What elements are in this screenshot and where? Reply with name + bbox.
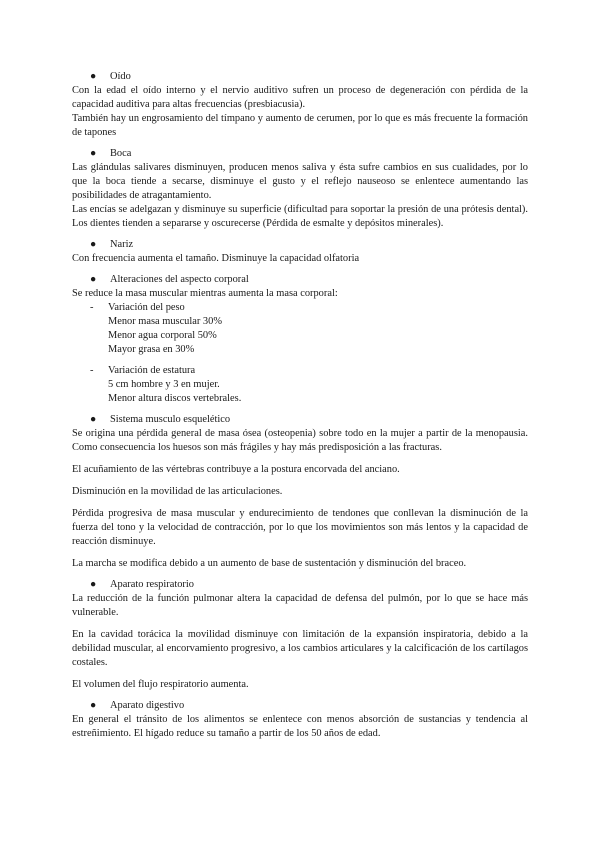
document-page xyxy=(72,70,528,741)
bullet-icon: ● xyxy=(90,239,97,250)
section-heading-digestivo: ● Aparato digestivo xyxy=(90,700,185,711)
section-heading-nariz: ● Nariz xyxy=(90,239,134,250)
paragraph: Se reduce la masa muscular mientras aumenta la masa corporal: xyxy=(72,288,338,299)
section-heading-oido: ● Oído xyxy=(90,71,131,82)
dash-marker: - xyxy=(90,365,94,376)
list-item-line: Menor masa muscular 30% xyxy=(108,316,222,327)
bullet-icon: ● xyxy=(90,579,97,590)
paragraph: La reducción de la función pulmonar altera la capacidad de defensa del pulmón, por lo que se hace más vulnerable. xyxy=(72,593,528,618)
paragraph: En la cavidad torácica la movilidad disminuye con limitación de la expansión inspiratoria, debido a la debilidad muscular, al encorvamiento progresivo, a los cambios articulares y la calcificación de los cartílagos costales. xyxy=(72,629,528,668)
paragraph: También hay un engrosamiento del tímpano y aumento de cerumen, por lo que es más frecuente la formación de tapones xyxy=(72,113,528,138)
paragraph: Disminución en la movilidad de las articulaciones. xyxy=(72,486,283,497)
list-item-line: Menor altura discos vertebrales. xyxy=(108,393,242,404)
dash-list-item xyxy=(72,364,528,406)
paragraph: Con frecuencia aumenta el tamaño. Disminuye la capacidad olfatoria xyxy=(72,253,360,264)
paragraph: El acuñamiento de las vértebras contribuye a la postura encorvada del anciano. xyxy=(72,464,400,475)
section-heading-respiratorio: ● Aparato respiratorio xyxy=(90,579,194,590)
paragraph: Pérdida progresiva de masa muscular y endurecimiento de tendones que conllevan la disminución de la fuerza del tono y la velocidad de contracción, por lo que los movimientos son más lentos y la capacidad de reacción disminuye. xyxy=(72,508,528,547)
paragraph: Las encías se adelgazan y disminuye su superficie (dificultad para soportar la presión de una prótesis dental). Los dientes tienden a separarse y oscurecerse (Pérdida de esmalte y depósitos minerales). xyxy=(72,204,528,229)
bullet-icon: ● xyxy=(90,414,97,425)
list-item-line: Mayor grasa en 30% xyxy=(108,344,195,355)
dash-list-item xyxy=(72,301,528,357)
bullet-icon: ● xyxy=(90,274,97,285)
paragraph: Con la edad el oído interno y el nervio auditivo sufren un proceso de degeneración con pérdida de la capacidad auditiva para altas frecuencias (presbiacusia). xyxy=(72,85,528,110)
section-heading-musculo-esqueletico: ● Sistema musculo esquelético xyxy=(90,414,231,425)
section-heading-aspecto-corporal: ● Alteraciones del aspecto corporal xyxy=(90,274,249,285)
dash-marker: - xyxy=(90,302,94,313)
bullet-icon: ● xyxy=(90,700,97,711)
bullet-icon: ● xyxy=(90,71,97,82)
paragraph: Se origina una pérdida general de masa ósea (osteopenia) sobre todo en la mujer a partir de la menopausia. Como consecuencia los huesos son más frágiles y hay más predisposición a las fracturas. xyxy=(72,428,528,453)
list-item-title: Variación del peso xyxy=(108,302,185,313)
paragraph: El volumen del flujo respiratorio aumenta. xyxy=(72,679,249,690)
paragraph: En general el tránsito de los alimentos se enlentece con menos absorción de sustancias y tendencia al estreñimiento. El hígado reduce su tamaño a partir de los 50 años de edad. xyxy=(72,714,528,739)
list-item-line: Menor agua corporal 50% xyxy=(108,330,217,341)
bullet-icon: ● xyxy=(90,148,97,159)
paragraph: La marcha se modifica debido a un aumento de base de sustentación y disminución del braceo. xyxy=(72,558,467,569)
list-item-line: 5 cm hombre y 3 en mujer. xyxy=(108,379,220,390)
list-item-title: Variación de estatura xyxy=(108,365,196,376)
paragraph: Las glándulas salivares disminuyen, producen menos saliva y ésta sufre cambios en sus cualidades, por lo que la boca tiende a secarse, disminuye el gusto y el reflejo nauseoso se enlentece aumentando las posibilidades de atragantamiento. xyxy=(72,162,528,201)
section-heading-boca: ● Boca xyxy=(90,148,132,159)
